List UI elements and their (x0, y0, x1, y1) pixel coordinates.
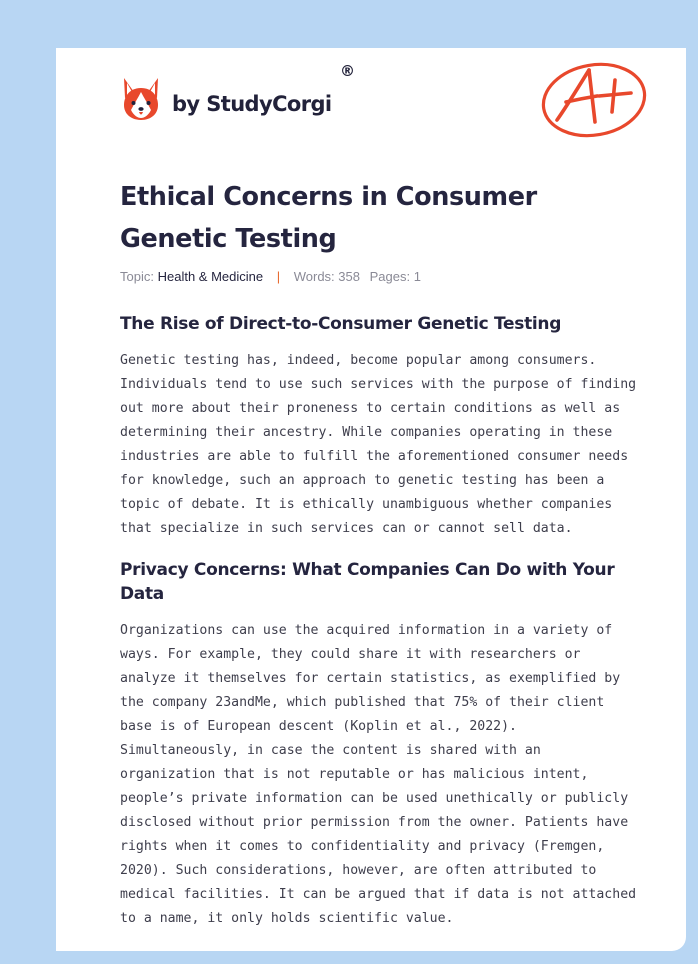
section-heading: The Rise of Direct-to-Consumer Genetic Testing (120, 314, 562, 334)
topic-value[interactable]: Health & Medicine (157, 269, 264, 284)
a-plus-grade-icon (539, 60, 649, 140)
topic-label: Topic: (120, 269, 154, 284)
document-title: Ethical Concerns in Consumer Genetic Testing (120, 182, 537, 254)
corgi-icon (120, 74, 162, 122)
section-heading: Privacy Concerns: What Companies Can Do with Your Data (120, 560, 615, 604)
document-page (56, 48, 686, 951)
brand-name: by StudyCorgi (172, 92, 332, 116)
section-paragraph: Organizations can use the acquired information in a variety of ways. For example, they could share it with researchers or analyze it themselves for certain statistics, as exemplified by the company 23andMe, which published that 75% of their client base is of European descent (Koplin et al., 2022). Simultaneously, in case the content is shared with an organization that is not reputable or has malicious intent, people’s private information can be used unethically or publicly disclosed without prior permission from the owner. Patients have rights when it comes to confidentiality and privacy (Fremgen, 2020). Such considerations, however, are often attributed to medical facilities. It can be argued that if data is not attached to a name, it only holds scientific value. (120, 623, 637, 926)
document-meta (120, 269, 421, 284)
word-count: Words: 358 (293, 269, 360, 284)
brand-header (120, 74, 332, 122)
page-count: Pages: 1 (369, 269, 421, 284)
meta-separator: | (276, 269, 281, 284)
section-paragraph: Genetic testing has, indeed, become popular among consumers. Individuals tend to use such services with the purpose of finding out more about their proneness to certain conditions as well as determining their ancestry. While companies operating in these industries are able to fulfill the aforementioned consumer needs for knowledge, such an approach to genetic testing has been a topic of debate. It is ethically unambiguous whether companies that specialize in such services can or cannot sell data. (120, 353, 637, 536)
registered-mark: ® (340, 62, 355, 80)
